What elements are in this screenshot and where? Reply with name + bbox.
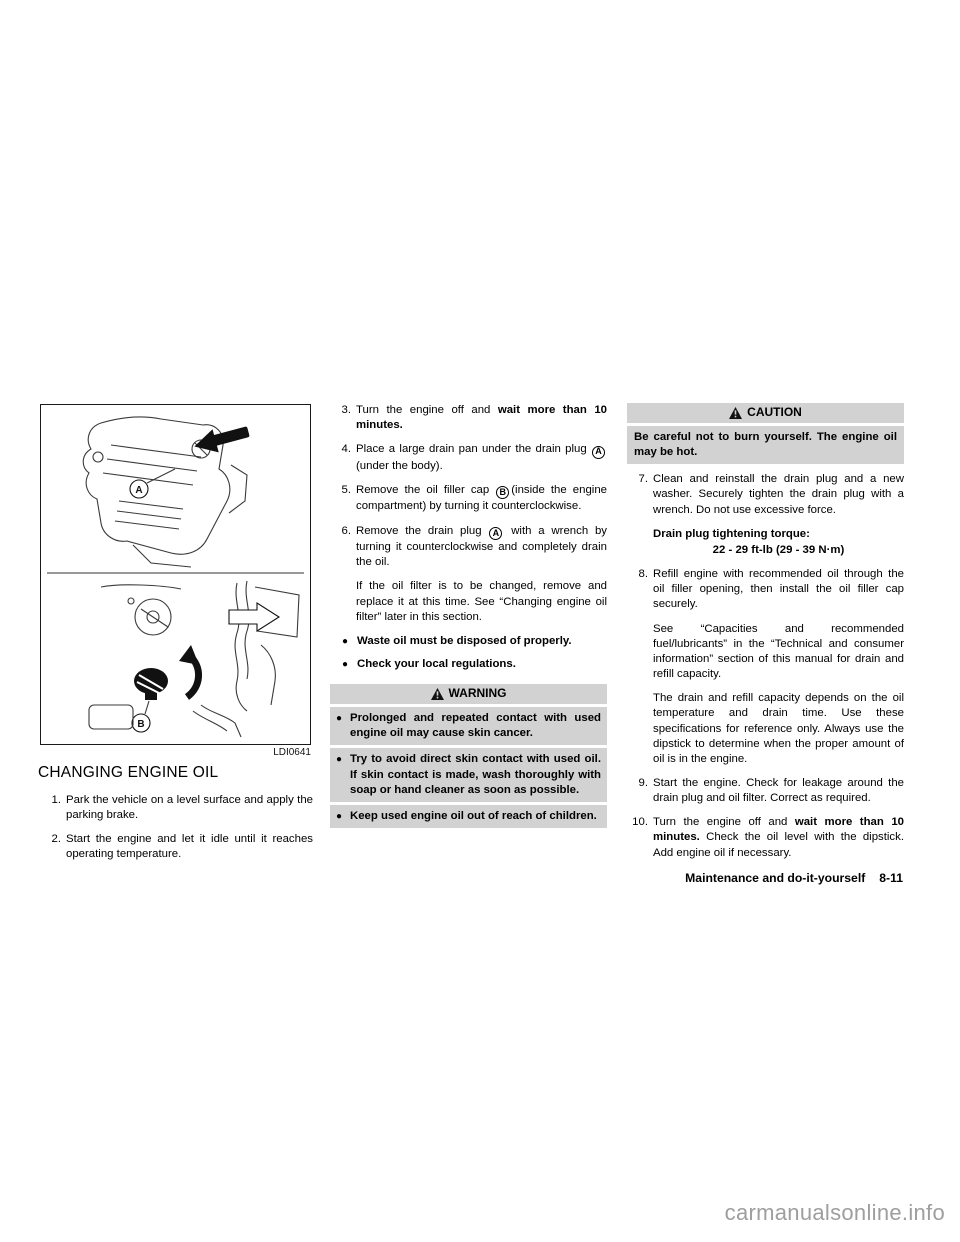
step-text-part: with a wrench by turning it counterclockwise and completely drain the oil. xyxy=(356,524,607,569)
label-a-text: A xyxy=(135,485,143,496)
step-9 xyxy=(627,776,904,806)
step-text: Start the engine. Check for leakage around the drain plug and oil filter. Correct as required. xyxy=(653,776,904,805)
warning-header xyxy=(330,684,607,704)
step-text-part: Turn the engine off and xyxy=(653,816,795,829)
bullet-icon: ● xyxy=(342,659,349,671)
caution-text: Be careful not to burn yourself. The engine oil may be hot. xyxy=(627,426,904,464)
step-number: 10. xyxy=(632,816,648,829)
step-text: Refill engine with recommended oil through the oil filler opening, then install the oil filler cap securely. xyxy=(653,568,904,611)
step-text xyxy=(356,403,607,433)
bullet-icon: ● xyxy=(336,754,343,766)
step-text-part: Turn the engine off and xyxy=(356,404,498,416)
label-b-text: B xyxy=(137,719,145,730)
engine-illustration xyxy=(41,405,310,744)
warning-item xyxy=(330,805,607,828)
capacities-note: See “Capacities and recommended fuel/lubricants” in the “Technical and consumer information” section of this manual for drain and refill capacity. xyxy=(653,622,904,681)
page-footer xyxy=(685,871,903,885)
figure-box xyxy=(40,404,311,745)
step-number: 5. xyxy=(341,483,351,496)
step-6 xyxy=(330,524,607,571)
step-text-bold: wait more than 10 minutes. xyxy=(356,404,607,432)
warning-item xyxy=(330,707,607,745)
step-text: Start the engine and let it idle until it reaches operating temperature. xyxy=(66,833,313,861)
arrow-right-outline-icon xyxy=(229,603,279,631)
step-text: Clean and reinstall the drain plug and a new washer. Securely tighten the drain plug with a wrench. Do not use excessive force. xyxy=(653,473,904,516)
bullet-icon: ● xyxy=(336,713,343,725)
step-number: 3. xyxy=(341,404,351,416)
step-text xyxy=(653,815,904,860)
step-number: 4. xyxy=(341,443,351,456)
warning-box xyxy=(330,684,607,828)
step-text: Park the vehicle on a level surface and apply the parking brake. xyxy=(66,794,313,822)
step-10 xyxy=(627,815,904,860)
column-right xyxy=(627,403,904,870)
bullet-icon: ● xyxy=(342,635,349,647)
step-text-part: (inside the engine compartment) by turning it counterclockwise. xyxy=(356,483,607,513)
label-b-badge: B xyxy=(496,486,509,499)
caution-icon xyxy=(729,407,742,419)
caution-header xyxy=(627,403,904,423)
figure-caption: LDI0641 xyxy=(273,747,311,758)
step-number: 6. xyxy=(341,524,351,537)
step-2 xyxy=(40,832,313,862)
warning-icon xyxy=(431,688,444,700)
oil-filter-note: If the oil filter is to be changed, remove and replace it at this time. See “Changing engine oil filter” later in this section. xyxy=(356,580,607,623)
watermark: carmanualsonline.info xyxy=(724,1200,945,1225)
label-a-badge: A xyxy=(592,446,605,459)
step-number: 7. xyxy=(638,473,648,486)
warning-item-text: Keep used engine oil out of reach of children. xyxy=(350,809,597,822)
step-text-bold: wait more than 10 minutes. xyxy=(653,816,904,844)
step-number: 9. xyxy=(638,776,648,789)
step-text-part: Check the oil level with the dipstick. Add engine oil if necessary. xyxy=(653,831,904,859)
page-title: CHANGING ENGINE OIL xyxy=(38,764,219,781)
bullet-item-regulations xyxy=(342,657,607,672)
footer-section-label: Maintenance and do-it-yourself xyxy=(685,871,866,885)
warning-item-text: Try to avoid direct skin contact with used oil. If skin contact is made, wash thoroughly with soap or hand cleaner as soon as possible. xyxy=(350,753,601,796)
bullet-text: Check your local regulations. xyxy=(357,658,516,671)
step-text xyxy=(356,524,607,571)
arrow-up-icon xyxy=(179,645,199,665)
step-5 xyxy=(330,483,607,515)
footer-page-number: 8-11 xyxy=(879,871,903,885)
step-text-part: Place a large drain pan under the drain plug xyxy=(356,443,591,456)
step-7 xyxy=(627,472,904,517)
step-text-part: Remove the oil filler cap xyxy=(356,483,496,496)
step-number: 1. xyxy=(51,794,61,806)
caution-title: CAUTION xyxy=(747,405,802,420)
column-left xyxy=(40,793,313,872)
warning-item xyxy=(330,748,607,801)
step-text-part: Remove the drain plug xyxy=(356,524,489,537)
warning-item-text: Prolonged and repeated contact with used engine oil may cause skin cancer. xyxy=(350,712,601,740)
step-text xyxy=(356,483,607,515)
warning-title: WARNING xyxy=(448,686,507,701)
torque-spec xyxy=(653,527,904,558)
torque-value: 22 - 29 ft-lb (29 - 39 N·m) xyxy=(712,543,845,556)
bullet-item-waste-oil xyxy=(342,634,607,649)
step-8 xyxy=(627,567,904,612)
bullet-icon: ● xyxy=(336,810,343,822)
step-3 xyxy=(330,403,607,433)
refill-capacity-note: The drain and refill capacity depends on the oil temperature and drain time. Use these specifications for reference only. Always use the dipstick to determine when the proper amount of oil is in the engine. xyxy=(653,692,904,765)
step-4 xyxy=(330,442,607,474)
column-middle xyxy=(330,403,607,831)
step-number: 8. xyxy=(638,568,648,581)
bullet-text: Waste oil must be disposed of properly. xyxy=(357,634,572,647)
step-text-part: (under the body). xyxy=(356,459,443,472)
label-a-badge: A xyxy=(489,527,502,540)
caution-box xyxy=(627,403,904,464)
torque-label: Drain plug tightening torque: xyxy=(653,527,810,540)
step-number: 2. xyxy=(51,833,61,846)
step-text xyxy=(356,442,607,474)
step-1 xyxy=(40,793,313,823)
